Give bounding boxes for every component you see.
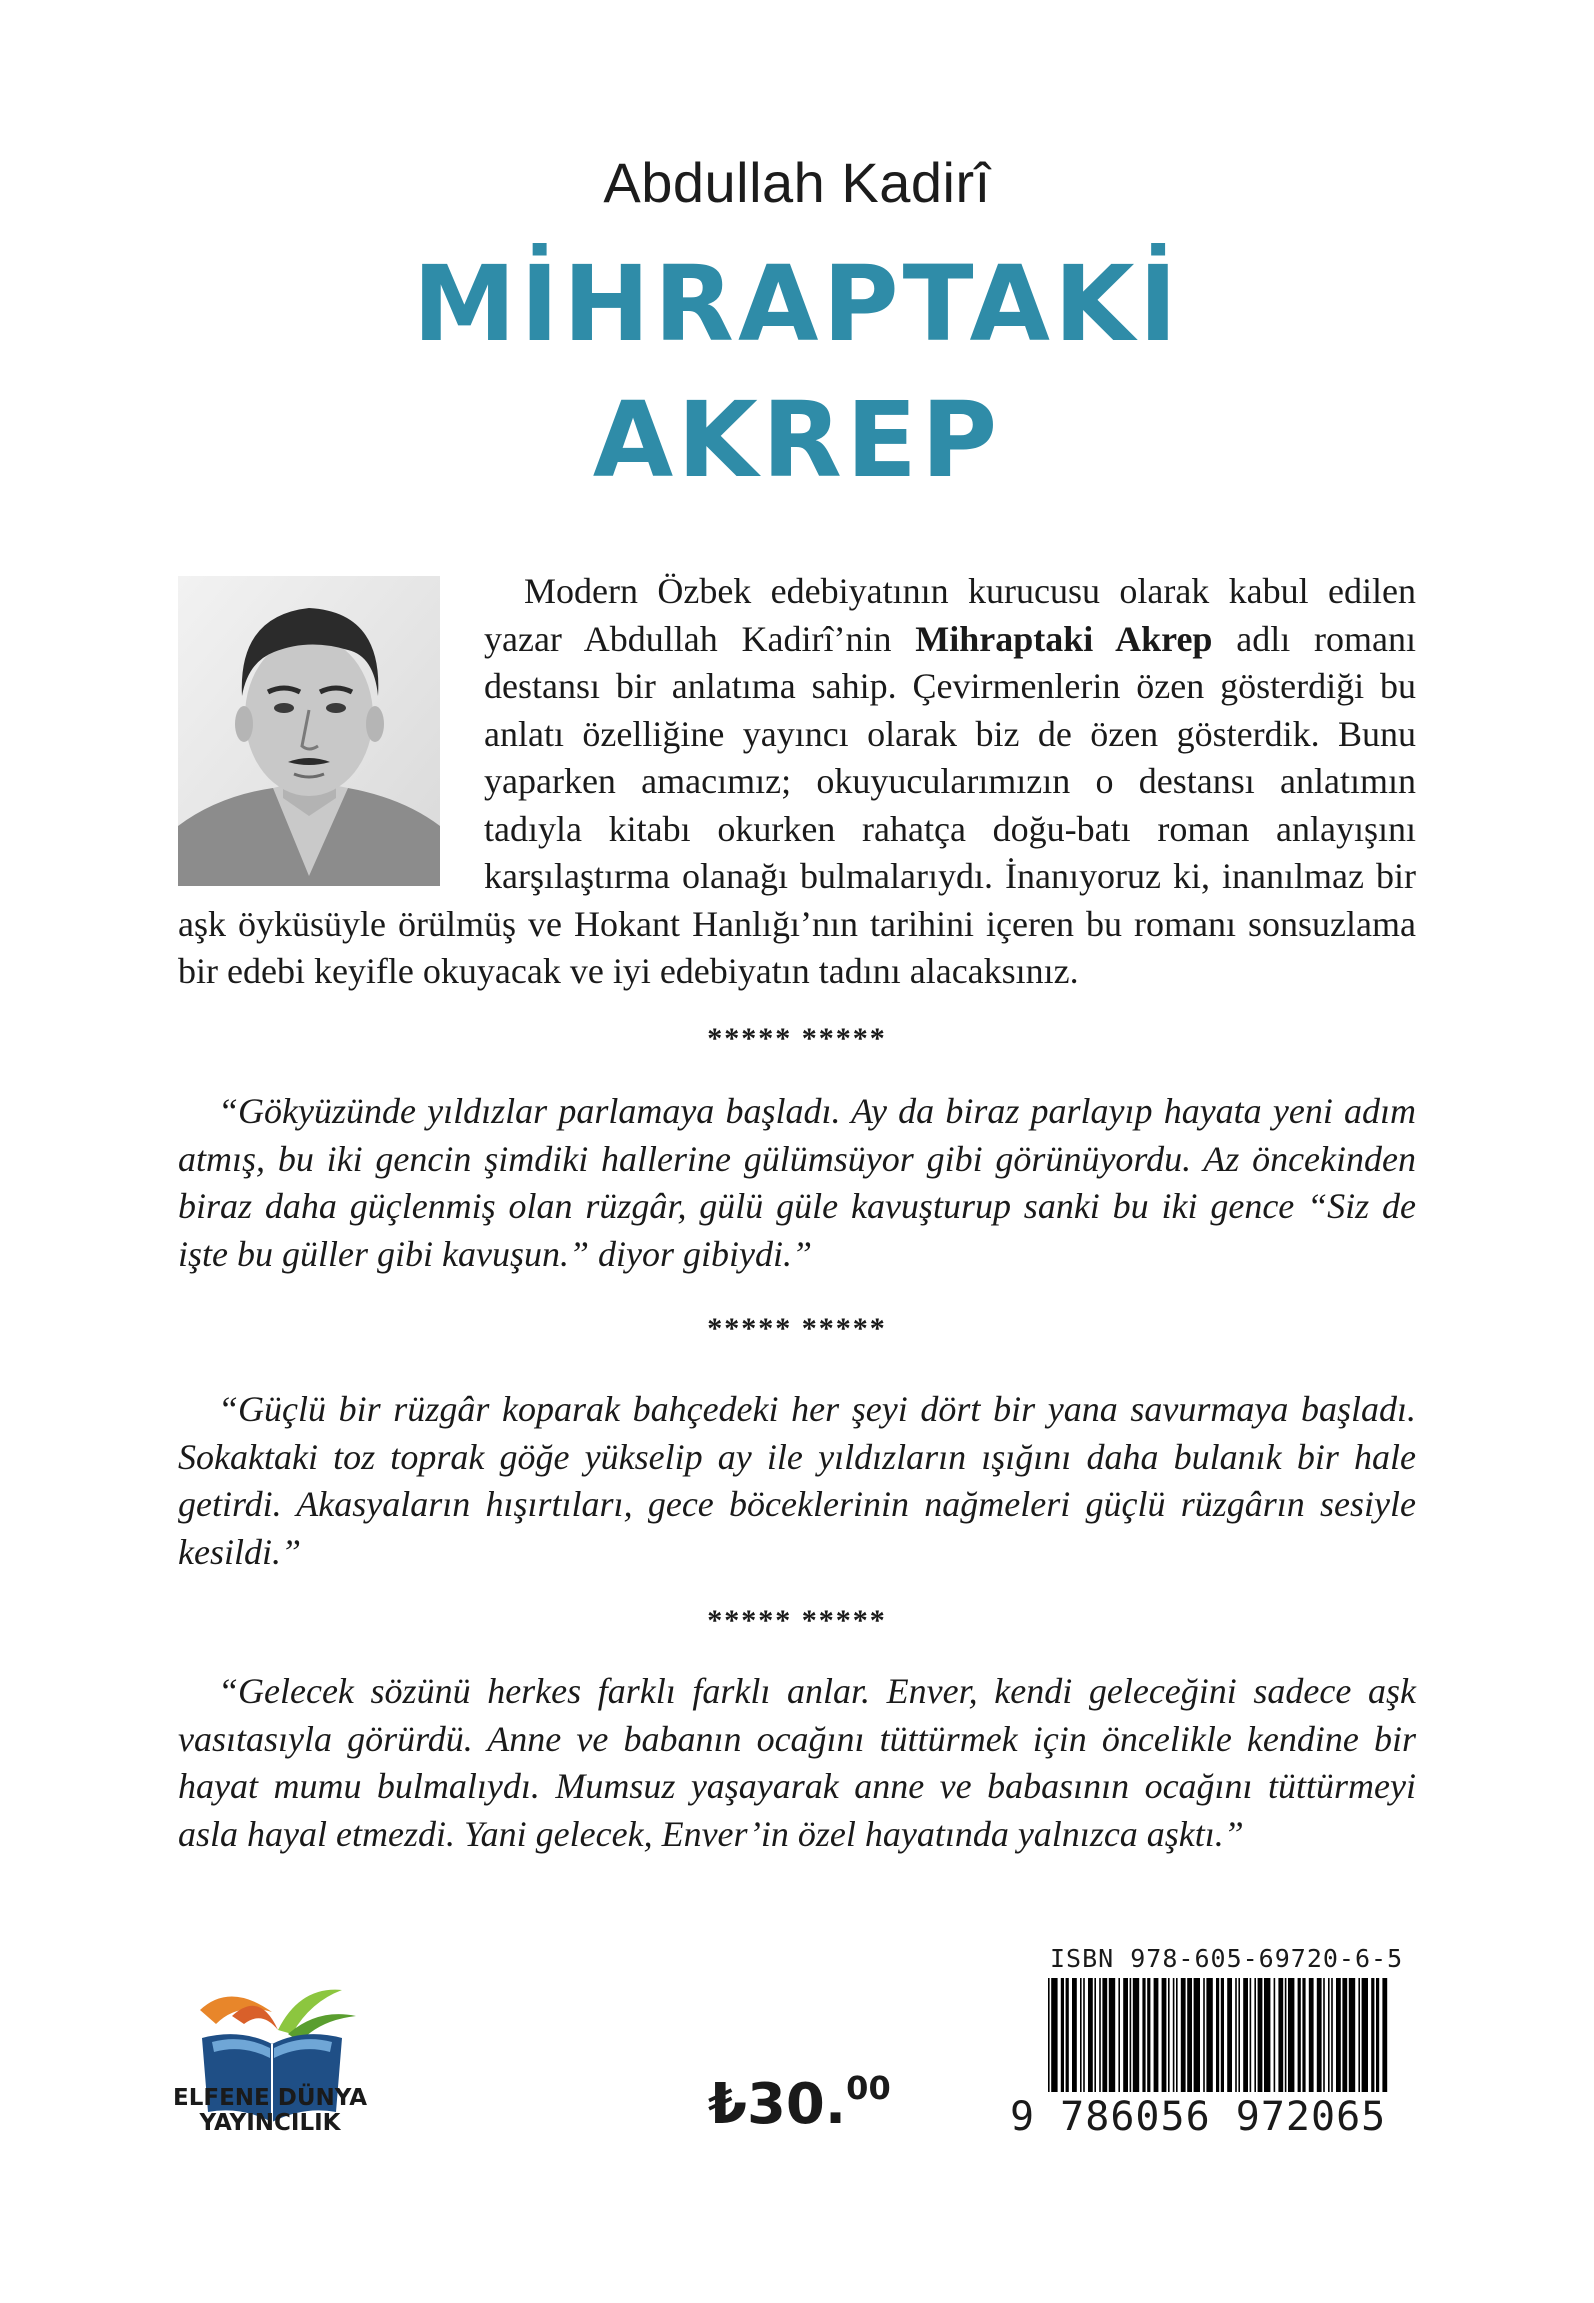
barcode-bar xyxy=(1371,1978,1374,2092)
barcode-bar xyxy=(1048,1978,1050,2092)
barcode-bar xyxy=(1331,1978,1333,2092)
price-cents: 00 xyxy=(846,2069,891,2107)
barcode-bar xyxy=(1094,1978,1096,2092)
barcode-bar xyxy=(1187,1978,1192,2092)
section-separator: ***** ***** xyxy=(707,1022,887,1055)
barcode-bar xyxy=(1323,1978,1325,2092)
barcode-bar xyxy=(1194,1978,1200,2092)
barcode xyxy=(1046,1978,1392,2092)
book-blurb xyxy=(178,568,1416,996)
blurb-intro: Modern Özbek edebiyatının kurucusu olarak kabul edilen yazar Abdullah Kadirî’nin xyxy=(484,571,1416,659)
barcode-bar xyxy=(1336,1978,1341,2092)
barcode-bar xyxy=(1142,1978,1145,2092)
price xyxy=(708,2069,891,2137)
book-title-line2: AKREP xyxy=(592,379,1002,501)
quote-3: “Gelecek sözünü herkes farklı farklı anlar. Enver, kendi geleceğini sadece aşk vasıtasıyla görürdü. Anne ve babanın ocağını tüttürmek için öncelikle kendine bir hayat mumu bulmalıydı. Mumsuz yaşayarak anne ve babasının ocağını tüttürmeyi asla hayal etmezdi. Yani gelecek, Enver’in özel hayatında yalnızca aşktı.” xyxy=(178,1671,1416,1854)
blurb-body: adlı romanı destansı bir anlatıma sahip. Çevirmenlerin özen gösterdiği bu anlatı özelliğine yayıncı olarak biz de özen gösterdik. Bunu yaparken amacımız; okuyucularımızın o destansı anlatımın tadıyla kitabı okurken rahatça doğu-batı roman anlayışını karşılaştırma olanağı bulmalarıydı. İnanıyoruz ki, inanılmaz bir aşk öyküsüyle örülmüş ve Hokant Hanlığı’nın tarihini içeren bu romanı sonsuzlama bir edebi keyifle okuyacak ve iyi edebiyatın tadını alacaksınız. xyxy=(178,618,1416,991)
barcode-bar xyxy=(1147,1978,1150,2092)
book-title-line1: MİHRAPTAKİ xyxy=(412,243,1182,365)
barcode-bar xyxy=(1099,1978,1101,2092)
barcode-bar xyxy=(1243,1978,1248,2092)
price-main: ₺30. xyxy=(708,2072,847,2137)
quote-2: “Güçlü bir rüzgâr koparak bahçedeki her şeyi dört bir yana savurmaya başladı. Sokaktaki toz toprak göğe yükselip ay ile yıldızların ışığını daha bulanık bir hale getirdi. Akasyaların hışırtıları, gece böceklerinin nağmeleri güçlü rüzgârın sesiyle kesildi.” xyxy=(178,1389,1416,1572)
quote-1: “Gökyüzünde yıldızlar parlamaya başladı. Ay da biraz parlayıp hayata yeni adım atmış, bu iki gencin şimdiki hallerine gülümsüyor gibi görünüyordu. Az öncekinden biraz daha güçlenmiş olan rüzgâr, gülü güle kavuşturup sanki bu iki gence “Siz de işte bu güller gibi kavuşun.” diyor gibiydi.” xyxy=(178,1091,1416,1274)
barcode-bar xyxy=(1358,1978,1360,2092)
barcode-bar xyxy=(1216,1978,1219,2092)
barcode-bar xyxy=(1173,1978,1175,2092)
barcode-bar xyxy=(1176,1978,1178,2092)
barcode-bar xyxy=(1349,1978,1355,2092)
isbn-label: ISBN 978-605-69720-6-5 xyxy=(1050,1944,1404,1973)
author-name: Abdullah Kadirî xyxy=(603,151,991,214)
barcode-bar xyxy=(1118,1978,1120,2092)
barcode-bar xyxy=(1203,1978,1205,2092)
portrait-spacer xyxy=(178,568,484,888)
barcode-bar xyxy=(1162,1978,1167,2092)
barcode-bar xyxy=(1072,1978,1077,2092)
barcode-bar xyxy=(1328,1978,1330,2092)
barcode-bar xyxy=(1206,1978,1212,2092)
barcode-bar xyxy=(1083,1978,1085,2092)
barcode-bar xyxy=(1133,1978,1139,2092)
barcode-bar xyxy=(1309,1978,1314,2092)
barcode-bar xyxy=(1317,1978,1322,2092)
barcode-bar xyxy=(1342,1978,1347,2092)
barcode-bar xyxy=(1109,1978,1115,2092)
section-separator: ***** ***** xyxy=(707,1604,887,1637)
barcode-bar xyxy=(1302,1978,1305,2092)
barcode-bar xyxy=(1102,1978,1107,2092)
barcode-bar xyxy=(1123,1978,1128,2092)
barcode-bar xyxy=(1221,1978,1224,2092)
barcode-bar xyxy=(1278,1978,1283,2092)
barcode-bar xyxy=(1181,1978,1186,2092)
barcode-bar xyxy=(1376,1978,1379,2092)
barcode-bar xyxy=(1362,1978,1368,2092)
barcode-bar xyxy=(1274,1978,1276,2092)
barcode-bar xyxy=(1051,1978,1057,2092)
barcode-bar xyxy=(1154,1978,1159,2092)
publisher-name-line1: ELFENE DÜNYA xyxy=(172,2085,368,2111)
barcode-bar xyxy=(1080,1978,1082,2092)
barcode-digits: 9 786056 972065 xyxy=(1010,2094,1387,2140)
barcode-bar xyxy=(1227,1978,1232,2092)
barcode-bar xyxy=(1088,1978,1093,2092)
barcode-bar xyxy=(1254,1978,1256,2092)
barcode-bar xyxy=(1168,1978,1170,2092)
barcode-bar xyxy=(1285,1978,1287,2092)
barcode-bar xyxy=(1130,1978,1132,2092)
barcode-bar xyxy=(1264,1978,1270,2092)
barcode-bar xyxy=(1061,1978,1064,2092)
barcode-bar xyxy=(1258,1978,1263,2092)
barcode-bar xyxy=(1066,1978,1069,2092)
barcode-bar xyxy=(1298,1978,1301,2092)
barcode-bar xyxy=(1238,1978,1240,2092)
barcode-bar xyxy=(1235,1978,1237,2092)
section-separator: ***** ***** xyxy=(707,1312,887,1345)
blurb-book-title: Mihraptaki Akrep xyxy=(915,618,1213,659)
barcode-bar xyxy=(1288,1978,1294,2092)
publisher-name-line2: YAYINCILIK xyxy=(199,2110,341,2136)
barcode-bar xyxy=(1250,1978,1252,2092)
barcode-bar xyxy=(1382,1978,1387,2092)
